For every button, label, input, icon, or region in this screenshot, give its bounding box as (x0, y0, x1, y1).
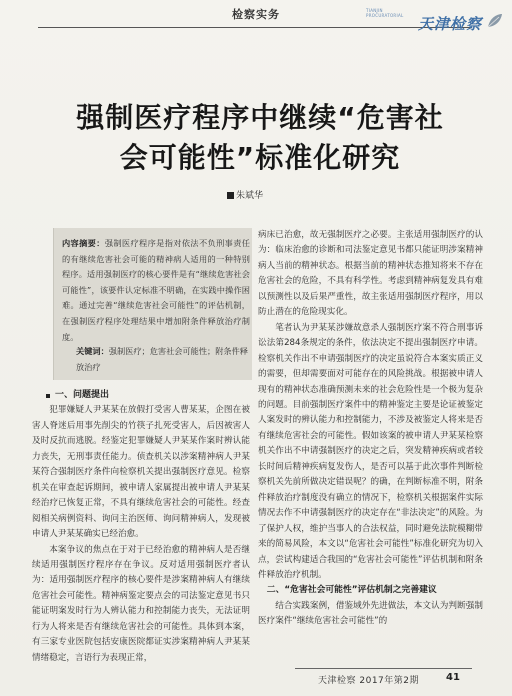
paragraph: 本案争议的焦点在于对于已经治愈的精神病人是否继续适用强制医疗程序存在争议。反对适用强制医疗者认为：适用强制医疗程序的核心要件是涉案精神病人有继续危害社会可能性。精神病鉴定要点会的司法鉴定意见书只能证明案发时行为人辨认能力和控制能力丧失，无法证明行为人将来是否有继续危害社会的可能性。具体到本案，有三家专业医院包括安康医院都证实涉案精神病人尹某某情绪稳定，言语行为表现正常， (32, 544, 250, 663)
right-column (258, 228, 483, 630)
paragraph: 犯罪嫌疑人尹某某在放假打受害人曹某某，企图在被害人脊迷后用事先削尖的竹筷子扎死受害人，后因被害人及时反抗而逃脱。经鉴定犯罪嫌疑人尹某某作案时辨认能力丧失，无刑事责任能力。侦查机关以涉案精神病人尹某某符合强制医疗条件向检察机关提出强制医疗意见。检察机关在审查起诉期间，被申请人家属提出被申请人尹某某经治疗已恢复正常，不具有继续危害社会的可能性。经查阅相关病例资料、询问主治医师、询问精神病人，发现被申请人尹某某确实已经治愈。 (32, 405, 250, 540)
leaf-icon (486, 12, 504, 30)
author-name: 朱斌华 (236, 191, 264, 201)
keywords-label: 关键词： (76, 346, 109, 356)
abstract-text (62, 236, 250, 345)
abstract-body: 强制医疗程序是指对依法不负刑事责任的有继续危害社会可能的精神病人适用的一种特别程序。适用强制医疗的核心要件是有“继续危害社会可能性”，该要件认定标准不明确，在实践中操作困难。通过完善“继续危害社会可能性”的评估机制，在强制医疗程序处理结果中增加附条件释放治疗制度。 (62, 238, 250, 342)
title-line-1: 强制医疗程序中继续“危害社 (76, 101, 444, 134)
journal-logo: 天津检察 (418, 15, 483, 33)
heading-bullet-icon (46, 394, 50, 398)
author-byline (227, 188, 263, 201)
journal-logo-english: TIANJIN PROCURATORIAL (366, 8, 404, 18)
paragraph: 病床已治愈，故无强制医疗之必要。主张适用强制医疗的认为：临床治愈的诊断和司法鉴定意见书都只能证明涉案精神病人当前的精神状态。根据当前的精神状态推知将来不存在危害社会的危险，不具有科学性。考虑到精神病复发具有难以预测性以及后果严重性，故主张适用强制医疗程序，用以防止潜在的危险现实化。 (258, 230, 483, 318)
paragraph: 结合实践案例，借鉴域外先进做法，本文认为判断强制医疗案件“继续危害社会可能性”的 (258, 600, 483, 627)
header-rule (38, 27, 472, 28)
left-column (32, 388, 250, 666)
abstract-box (53, 228, 252, 380)
bullet-square-icon (227, 192, 234, 199)
page-number: 41 (446, 672, 460, 683)
footer-rule (295, 668, 472, 669)
article-title (40, 98, 480, 178)
keywords-body: 强制医疗；危害社会可能性；附条件释放治疗 (76, 346, 248, 372)
paragraph: 笔者认为尹某某涉嫌故意杀人强制医疗案不符合刑事诉讼法第284条规定的条件，依法决定不提出强制医疗申请。检察机关作出不申请强制医疗的决定虽说符合本案实质正义的需要，但却需要面对可能存在的风险挑战。根据被申请人现有的精神状态准确预测未来的社会危险性是一个极为复杂的问题。目前强制医疗案件中的精神鉴定主要是论证被鉴定人案发时的辨认能力和控制能力，不涉及被鉴定人将来是否有继续危害社会的可能性。假如该案的被申请人尹某某检察机关作出不申请强制医疗的决定之后，突发精神疾病或者较长时间后精神疾病复发伤人，是否可以基于此次事件判断检察机关先前所做决定错误呢？的确，在判断标准不明，附条件释放治疗制度没有确立的情况下，检察机关根据案件实际情况去作不申请强制医疗的决定存在“非法决定”的风险。为了保护人权，维护当事人的合法权益，同时避免法院模糊带来的简易风险，本文以“危害社会可能性”标准化研究为切入点，尝试构建适合我国的“危害社会可能性”评估机制和附条件释放治疗机制。 (258, 322, 483, 580)
keywords (76, 344, 250, 375)
section-heading-1: 一、问题提出 (32, 388, 250, 403)
section-heading-2: 二、“危害社会可能性”评估机制之完善建议 (266, 585, 437, 596)
title-line-2: 会可能性”标准化研究 (119, 141, 401, 174)
abstract-label: 内容摘要： (62, 238, 105, 248)
section-header: 检察实务 (232, 8, 280, 21)
journal-issue: 天津检察 2017年第2期 (318, 676, 419, 686)
